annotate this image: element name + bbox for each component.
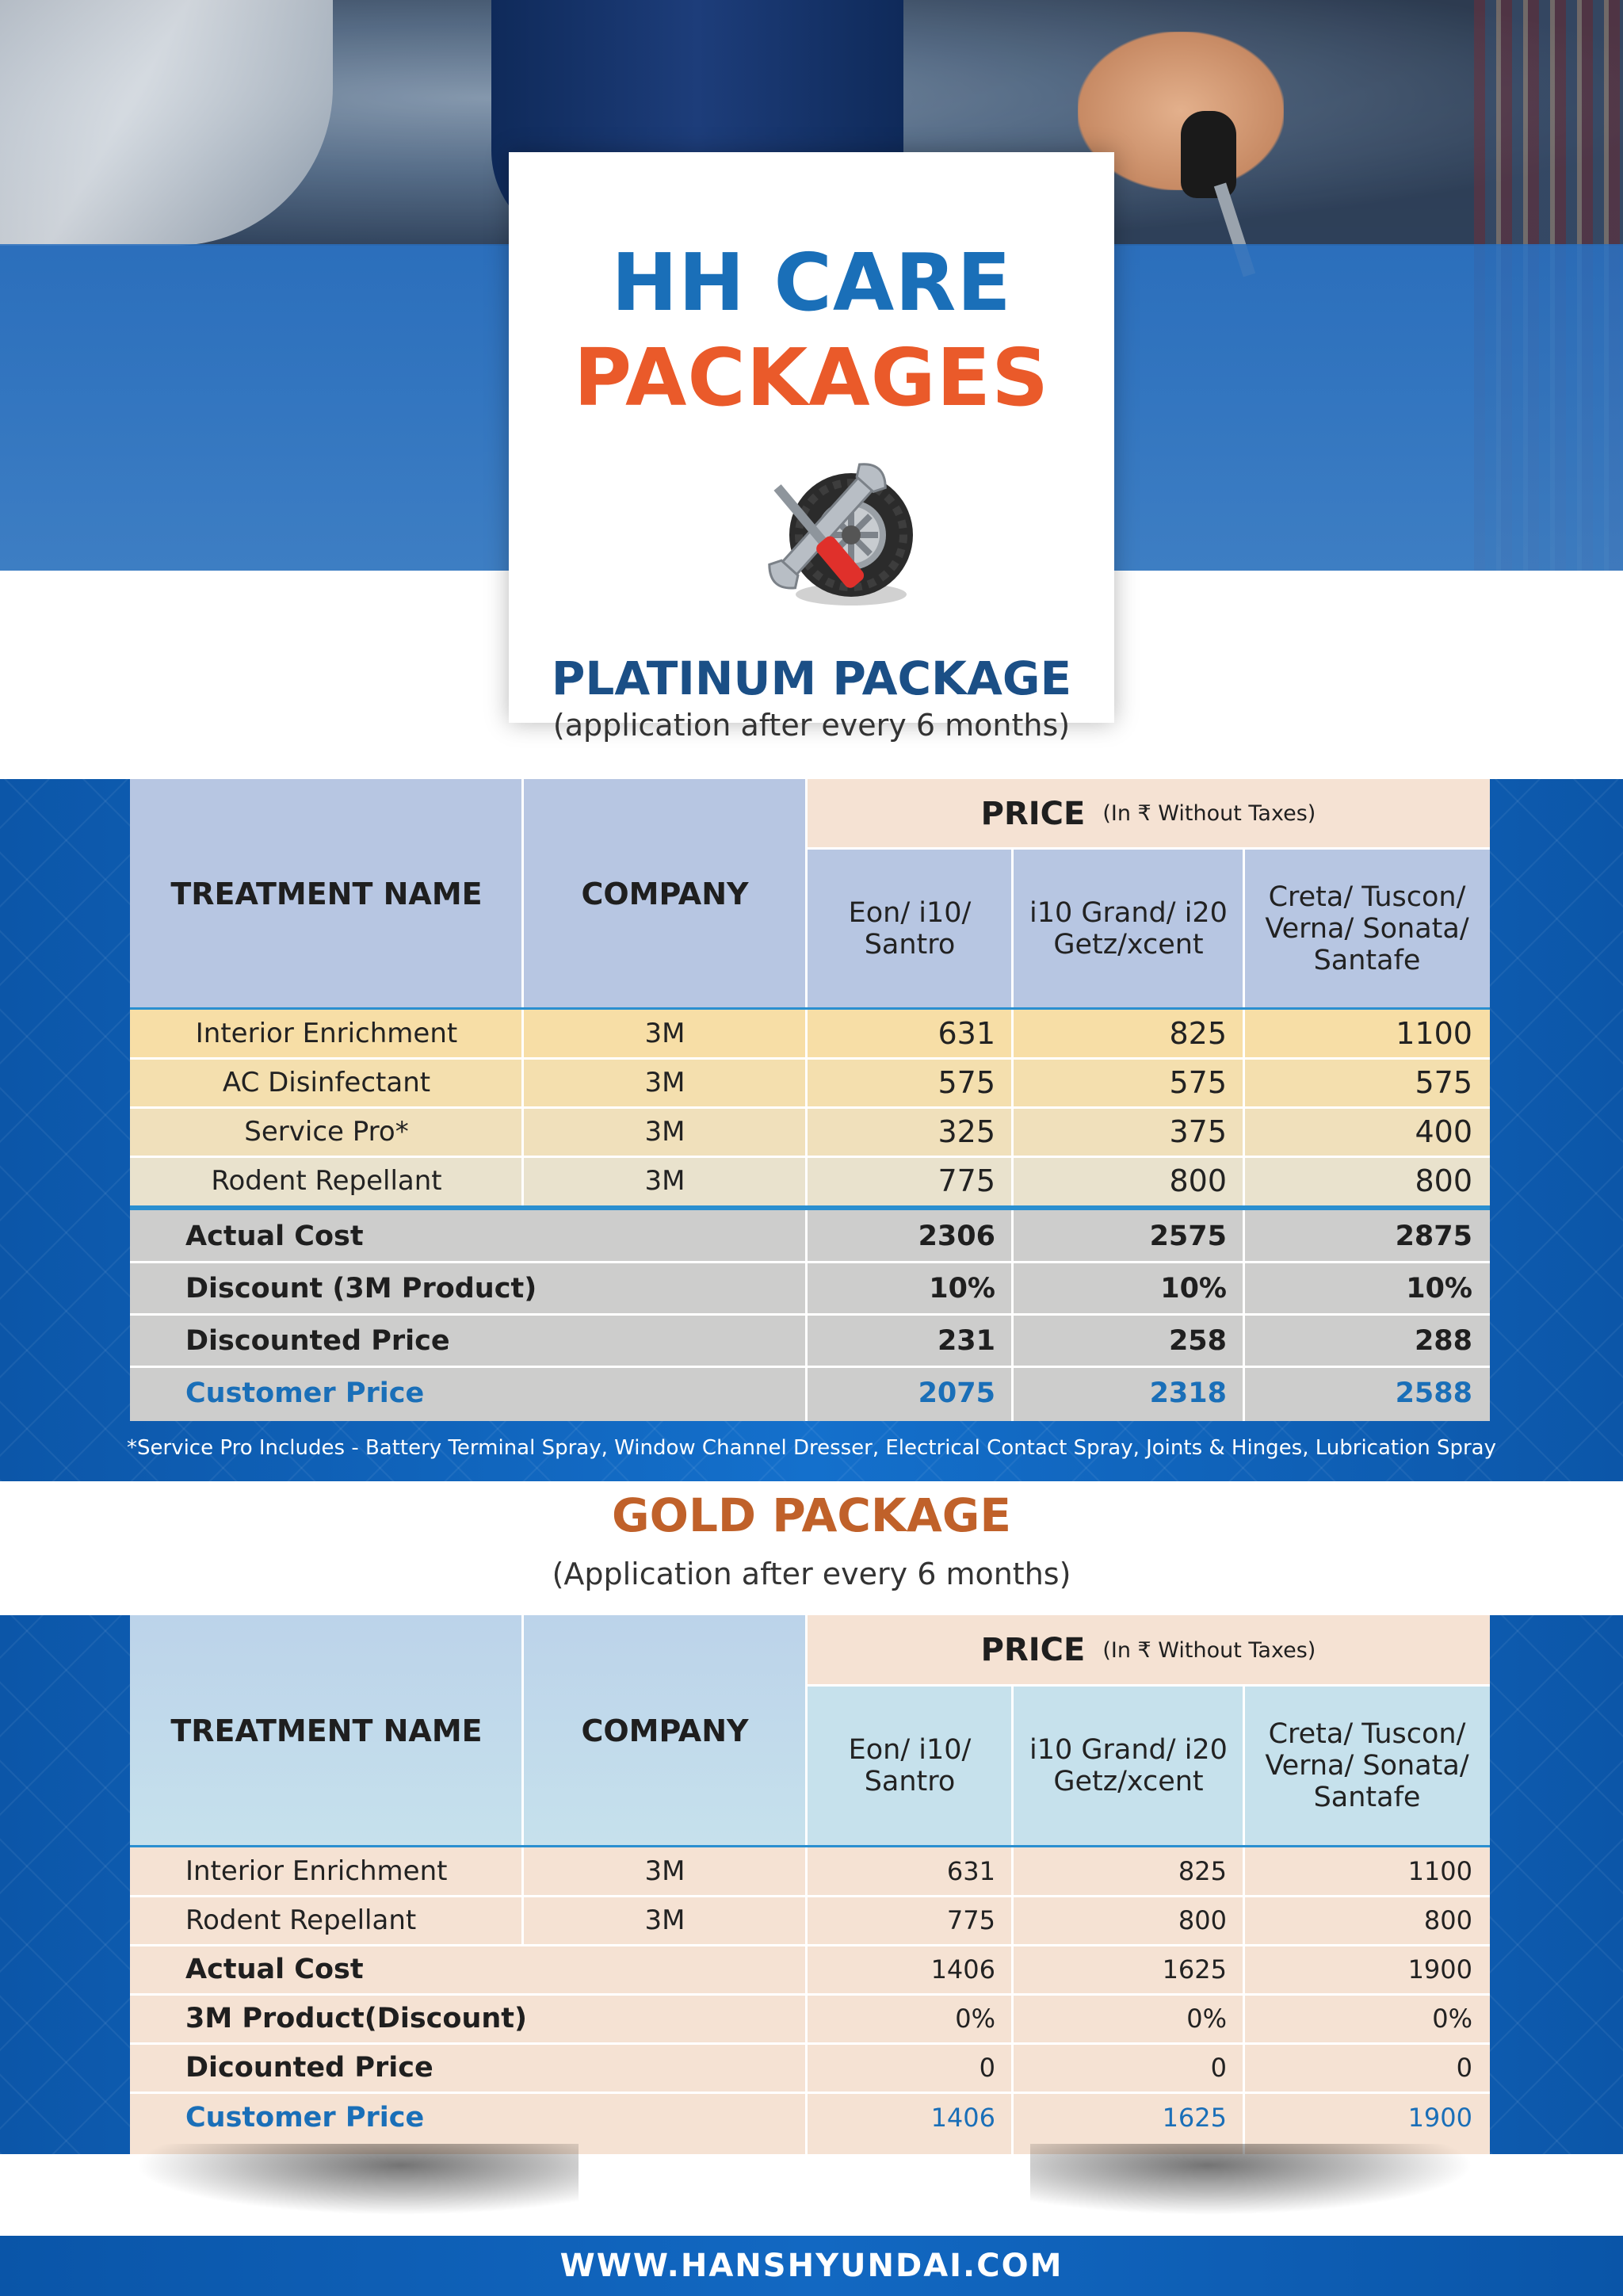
page-title-line2: PACKAGES xyxy=(573,331,1050,424)
summary-label: Discount (3M Product) xyxy=(185,1273,537,1305)
customer-price-label: Customer Price xyxy=(185,1377,425,1409)
company-name: 3M xyxy=(644,1165,685,1197)
customer-price-label: Customer Price xyxy=(185,2102,425,2134)
price-cell: 800 xyxy=(1415,1163,1472,1198)
price-cell: 800 xyxy=(1423,1905,1472,1935)
company-name: 3M xyxy=(644,1904,685,1936)
price-cell: 325 xyxy=(938,1114,995,1149)
treatment-name: Service Pro* xyxy=(244,1116,409,1148)
summary-value: 231 xyxy=(937,1325,995,1357)
website-footer xyxy=(0,2236,1623,2296)
customer-price-value: 1625 xyxy=(1162,2103,1227,2133)
price-cell: 575 xyxy=(1415,1065,1472,1100)
company-name: 3M xyxy=(644,1067,685,1098)
website-link[interactable]: WWW.HANSHYUNDAI.COM xyxy=(559,2248,1064,2284)
treatment-name: AC Disinfectant xyxy=(222,1067,431,1098)
summary-value: 0 xyxy=(979,2053,995,2083)
price-header-note: (In ₹ Without Taxes) xyxy=(1102,1637,1316,1663)
company-name: 3M xyxy=(644,1116,685,1148)
company-header: COMPANY xyxy=(581,1713,749,1748)
price-cell: 375 xyxy=(1169,1114,1227,1149)
summary-value: 258 xyxy=(1168,1325,1227,1357)
platinum-table xyxy=(130,779,1490,1421)
summary-value: 10% xyxy=(1160,1273,1227,1305)
summary-label: Actual Cost xyxy=(185,1221,364,1252)
treatment-name: Interior Enrichment xyxy=(195,1018,458,1049)
price-header-label: PRICE xyxy=(980,1632,1086,1668)
price-cell: 631 xyxy=(938,1016,995,1051)
treatment-name-header: TREATMENT NAME xyxy=(170,1713,483,1748)
price-cell: 631 xyxy=(946,1856,995,1886)
price-header-note: (In ₹ Without Taxes) xyxy=(1102,801,1316,826)
price-cell: 800 xyxy=(1178,1905,1227,1935)
price-cell: 775 xyxy=(946,1905,995,1935)
summary-label: 3M Product(Discount) xyxy=(185,2003,528,2034)
price-header-label: PRICE xyxy=(980,795,1086,832)
price-cell: 800 xyxy=(1169,1163,1227,1198)
page-title-line1: HH CARE xyxy=(611,236,1012,329)
car-key-icon xyxy=(1181,111,1236,198)
treatment-name-header: TREATMENT NAME xyxy=(170,877,483,911)
model-header-small: Eon/ i10/ Santro xyxy=(848,896,972,961)
model-header-mid: i10 Grand/ i20 Getz/xcent xyxy=(1029,1734,1228,1797)
summary-value: 0% xyxy=(955,2004,995,2034)
company-header: COMPANY xyxy=(581,877,749,911)
platinum-package-subtitle: (application after every 6 months) xyxy=(552,708,1071,743)
treatment-name: Rodent Repellant xyxy=(185,1904,417,1936)
summary-value: 0 xyxy=(1456,2053,1472,2083)
model-header-large: Creta/ Tuscon/ Verna/ Sonata/ Santafe xyxy=(1265,881,1469,976)
price-cell: 775 xyxy=(938,1163,995,1198)
price-cell: 1100 xyxy=(1407,1856,1472,1886)
summary-value: 10% xyxy=(929,1273,995,1305)
customer-price-value: 2318 xyxy=(1149,1377,1227,1409)
summary-value: 1900 xyxy=(1407,1954,1472,1985)
price-cell: 575 xyxy=(1169,1065,1227,1100)
summary-label: Discounted Price xyxy=(185,1325,450,1357)
summary-value: 0 xyxy=(1210,2053,1227,2083)
gold-package-subtitle: (Application after every 6 months) xyxy=(552,1557,1071,1591)
summary-value: 1406 xyxy=(930,1954,995,1985)
company-name: 3M xyxy=(644,1855,685,1887)
company-name: 3M xyxy=(644,1018,685,1049)
platinum-package-title: PLATINUM PACKAGE xyxy=(551,651,1072,705)
price-header xyxy=(807,779,1490,848)
summary-value: 10% xyxy=(1406,1273,1472,1305)
gold-table xyxy=(130,1615,1490,2154)
summary-value: 2575 xyxy=(1149,1221,1227,1252)
treatment-name: Rodent Repellant xyxy=(211,1165,442,1197)
price-cell: 400 xyxy=(1415,1114,1472,1149)
customer-price-value: 2588 xyxy=(1395,1377,1472,1409)
summary-label: Dicounted Price xyxy=(185,2052,433,2084)
table-shadow-right xyxy=(1030,2144,1474,2215)
customer-price-value: 1900 xyxy=(1407,2103,1472,2133)
summary-value: 0% xyxy=(1186,2004,1227,2034)
summary-value: 0% xyxy=(1432,2004,1472,2034)
model-header-mid: i10 Grand/ i20 Getz/xcent xyxy=(1029,896,1228,961)
customer-price-value: 2075 xyxy=(918,1377,995,1409)
customer-price-value: 1406 xyxy=(930,2103,995,2133)
summary-value: 288 xyxy=(1414,1325,1472,1357)
price-cell: 825 xyxy=(1169,1016,1227,1051)
treatment-name: Interior Enrichment xyxy=(185,1855,448,1887)
price-header xyxy=(807,1615,1490,1685)
price-cell: 575 xyxy=(938,1065,995,1100)
price-cell: 825 xyxy=(1178,1856,1227,1886)
price-cell: 1100 xyxy=(1396,1016,1472,1051)
summary-value: 1625 xyxy=(1162,1954,1227,1985)
platinum-footnote: *Service Pro Includes - Battery Terminal Spray, Window Channel Dresser, Electrical Contact Spray, Joints & Hinges, Lubrication Spray xyxy=(127,1436,1496,1460)
summary-value: 2306 xyxy=(918,1221,995,1252)
model-header-small: Eon/ i10/ Santro xyxy=(848,1734,972,1797)
summary-label: Actual Cost xyxy=(185,1954,364,1985)
table-shadow-left xyxy=(135,2144,579,2215)
gold-package-title: GOLD PACKAGE xyxy=(612,1488,1011,1542)
wrench-screwdriver-tire-icon xyxy=(732,448,922,614)
model-header-large: Creta/ Tuscon/ Verna/ Sonata/ Santafe xyxy=(1265,1718,1469,1813)
summary-value: 2875 xyxy=(1395,1221,1472,1252)
